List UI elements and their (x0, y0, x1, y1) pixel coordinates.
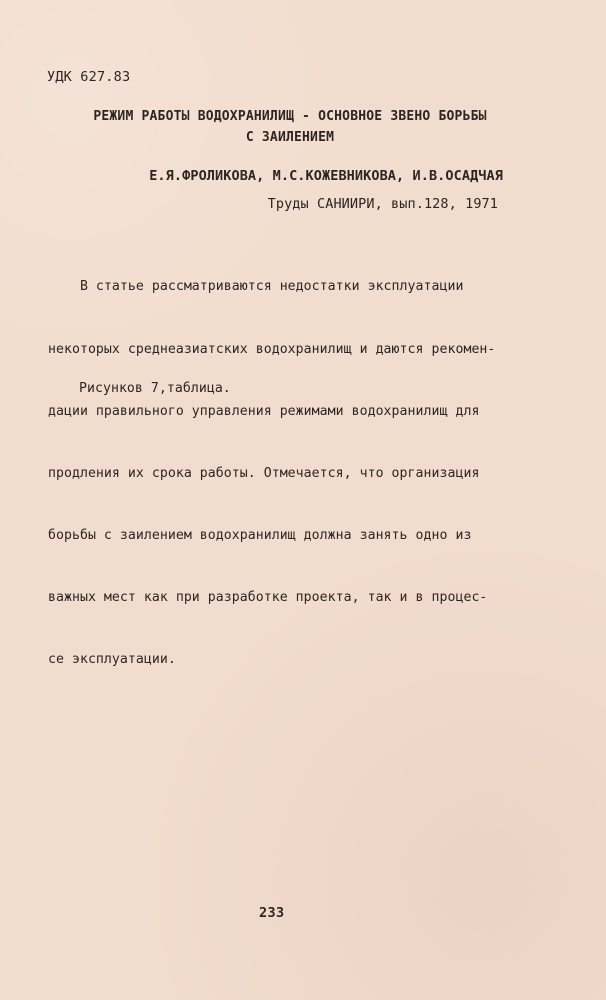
abstract-line-4: продления их срока работы. Отмечается, что организация (48, 465, 480, 481)
abstract-line-2: некоторых среднеазиатских водохранилищ и даются рекомен- (48, 341, 496, 357)
source-line: Труды САНИИРИ, вып.128, 1971 (267, 196, 498, 212)
abstract-line-5: борьбы с заилением водохранилищ должна занять одно из (48, 527, 472, 543)
udk-code: УДК 627.83 (47, 69, 131, 85)
document-title (60, 106, 520, 148)
abstract-line-3: дации правильного управления режимами водохранилищ для (48, 403, 480, 419)
abstract-paragraph (48, 236, 518, 712)
abstract-line-7: се эксплуатации. (48, 652, 176, 668)
abstract-line-6: важных мест как при разработке проекта, так и в процес- (48, 589, 488, 605)
title-line-2: С ЗАИЛЕНИЕМ (245, 130, 335, 145)
title-line-1: РЕЖИМ РАБОТЫ ВОДОХРАНИЛИЩ - ОСНОВНОЕ ЗВЕНО БОРЬБЫ (93, 109, 487, 124)
authors-line: Е.Я.ФРОЛИКОВА, М.С.КОЖЕВНИКОВА, И.В.ОСАДЧАЯ (149, 168, 503, 184)
page-number: 233 (259, 905, 285, 921)
figures-note: Рисунков 7,таблица. (79, 381, 231, 396)
abstract-line-1: В статье рассматриваются недостатки эксплуатации (48, 279, 464, 295)
